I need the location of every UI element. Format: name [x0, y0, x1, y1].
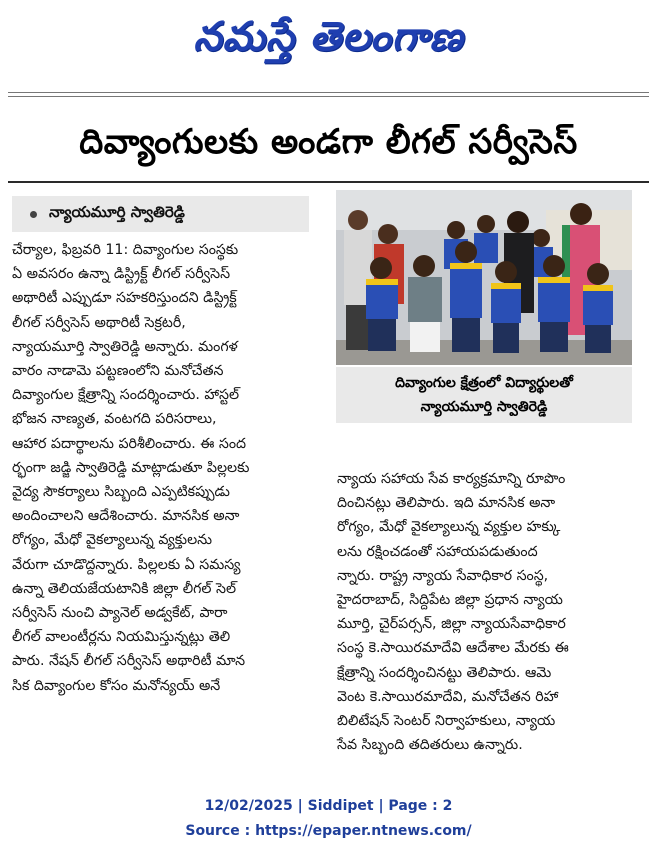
article-line: సిక దివ్యాంగుల కోసం మనోన్యయ్ అనే [12, 677, 221, 694]
footer-date-line: 12/02/2025 | Siddipet | Page : 2 [204, 798, 453, 814]
footer-source-line: Source : https://epaper.ntnews.com/ [185, 823, 472, 839]
bullet-icon [30, 211, 37, 218]
article-line: రోగ్యం, మేధో వైకల్యాలున్న వ్యక్తుల హక్కు [337, 519, 561, 536]
article-line: మూర్తి, చైర్‌పర్సన్, జిల్లా న్యాయసేవాధికార [337, 616, 566, 633]
article-line: వారం నాడామె పట్టణంలోని మనోచేతన [12, 363, 224, 380]
masthead-title: నమస్తే తెలంగాణ [193, 14, 464, 60]
article-line: సేవ సిబ్బంది తదితరులు ఉన్నారు. [337, 737, 523, 754]
article-line: సంస్థ కె.సాయిరమాదేవి ఆదేశాల మేరకు ఈ [337, 640, 569, 657]
article-line: ఏ అవసరం ఉన్నా డిస్ట్రిక్ట్ లీగల్ సర్వీసెస్ [12, 266, 231, 283]
byline-text: న్యాయమూర్తి స్వాతిరెడ్డి [49, 203, 185, 221]
photo-students-with-judge [336, 190, 632, 365]
article-line: అందించాలని ఆదేశించారు. మానసిక అనా [12, 508, 240, 525]
article-line: ఉన్నా తెలియజేయటానికి జిల్లా లీగల్ సెల్ [12, 580, 237, 597]
caption-line: దివ్యాంగుల క్షేత్రంలో విద్యార్థులతో [395, 375, 573, 391]
article-line: ర్భంగా జడ్జి స్వాతిరెడ్డి మాట్లాడుతూ పిల్లలకు [12, 459, 250, 476]
article-line: రోగ్యం, మేధో వైకల్యాలున్న వ్యక్తులను [12, 532, 213, 549]
masthead-rule-top [8, 92, 649, 93]
article-line: క్షేత్రాన్ని సందర్శించినట్టు తెలిపారు. ఆమె [337, 664, 552, 681]
headline-text: దివ్యాంగులకు అండగా లీగల్ సర్వీసెస్ [79, 122, 578, 162]
byline-box [12, 196, 309, 232]
photo-caption [336, 367, 632, 423]
article-line: న్యాయ సహాయ సేవ కార్యక్రమాన్ని రూపొం [337, 471, 566, 487]
article-line: పారు. నేషన్ లీగల్ సర్వీసెస్ అథారిటీ మాన [12, 653, 246, 670]
article-column-right [337, 467, 632, 757]
article-line: భోజన నాణ్యత, వంటగది పరిసరాలు, [12, 411, 217, 428]
article-line: లను రక్షించడంతో సహాయపడుతుంద [337, 543, 538, 560]
article-line: లీగల్ వాలంటీర్లను నియమిస్తున్నట్లు తెలి [12, 629, 231, 646]
article-line: ఆహార పదార్థాలను పరిశీలించారు. ఈ సంద [12, 435, 247, 452]
article-line: న్నారు. రాష్ట్ర న్యాయ సేవాధికార సంస్థ, [337, 567, 549, 584]
article-line: హైదరాబాద్, సిద్దిపేట జిల్లా ప్రధాన న్యాయ [337, 592, 563, 609]
article-line: సర్వీసెస్ నుంచి ప్యానెల్ అడ్వకేట్, పారా [12, 605, 228, 622]
caption-line: న్యాయమూర్తి స్వాతిరెడ్డి [420, 399, 548, 415]
article-column-left [12, 238, 313, 698]
article-line: చేర్యాల, ఫిబ్రవరి 11: దివ్యాంగుల సంస్థకు [12, 242, 239, 258]
article-photo [336, 190, 632, 365]
article-line: లీగల్ సర్వీసెస్ అథారిటీ సెక్రటరీ, [12, 314, 186, 331]
article-line: అథారిటీ ఎప్పుడూ సహకరిస్తుందని డిస్ట్రిక్ట్ [12, 290, 237, 307]
article-line: వైద్య సౌకర్యాలు సిబ్బంది ఎప్పటికప్పుడు [12, 484, 230, 501]
article-line: వెంట కె.సాయిరమాదేవి, మనోచేతన రిహా [337, 688, 559, 705]
article-line: దించినట్లు తెలిపారు. ఇది మానసిక అనా [337, 495, 556, 512]
article-headline [0, 118, 657, 174]
article-line: న్యాయమూర్తి స్వాతిరెడ్డి అన్నారు. మంగళ [12, 338, 238, 355]
headline-rule [8, 181, 649, 183]
article-line: వేరుగా చూడొద్దన్నారు. పిల్లలకు ఏ సమస్య [12, 556, 241, 573]
masthead-rule-bottom [8, 96, 649, 97]
article-line: దివ్యాంగుల క్షేత్రాన్ని సందర్శించారు. హాస్టల్ [12, 387, 240, 404]
newspaper-masthead [100, 12, 557, 72]
article-line: బిలిటేషన్ సెంటర్ నిర్వాహకులు, న్యాయ [337, 713, 556, 730]
